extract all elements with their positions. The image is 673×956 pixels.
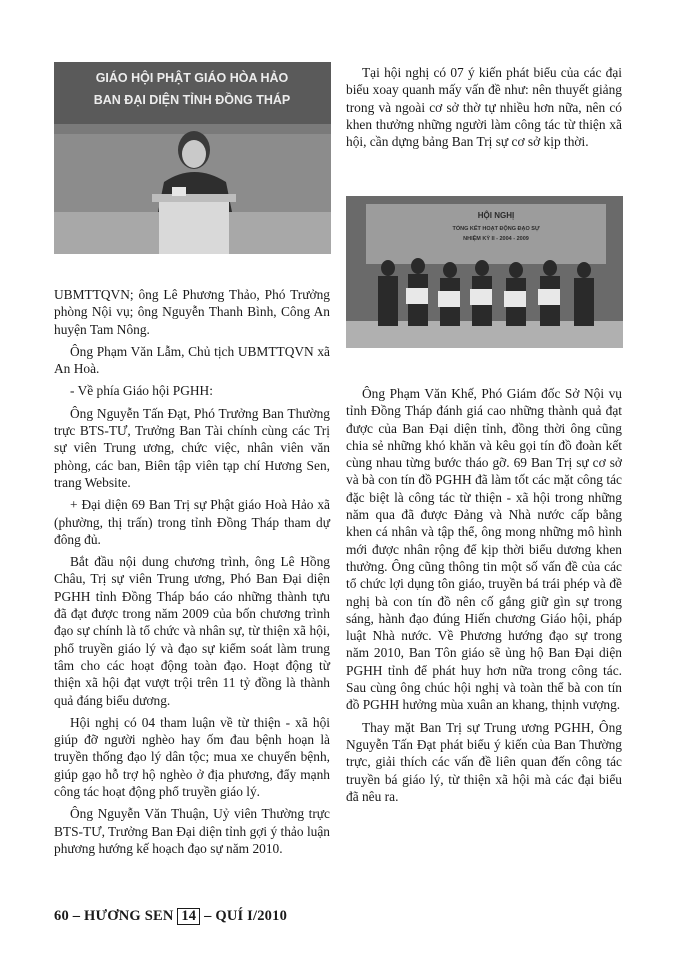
footer-dash: – [72, 908, 81, 924]
issue-period: QUÍ I/2010 [215, 908, 288, 924]
board-line-3: NHIỆM KỲ II - 2004 - 2009 [463, 236, 529, 242]
left-column-text [54, 286, 330, 862]
paragraph: Tại hội nghị có 07 ý kiến phát biểu của các đại biểu xoay quanh mấy vấn đề như: nên thuyết giảng trong và ngoài cơ sở thờ tự nhiều hơn nữa, nên có khen thưởng những người làm công tác từ thiện xã hội, cần dựng bảng Ban Trị sự cơ sở kịp thời. [346, 65, 622, 150]
paragraph: + Đại diện 69 Ban Trị sự Phật giáo Hoà Hảo xã (phường, thị trấn) trong tỉnh Đồng Tháp tham dự đông đủ. [54, 497, 330, 547]
paragraph: Ông Nguyễn Văn Thuận, Uỷ viên Thường trực BTS-TƯ, Trưởng Ban Đại diện tỉnh gợi ý thảo luận phương hướng kế hoạch đạo sự năm 2010. [54, 806, 330, 856]
photo-speaker-illustration [54, 62, 331, 254]
magazine-name: HƯƠNG SEN [84, 908, 174, 924]
issue-number: 14 [177, 908, 200, 925]
photo-award-group [346, 196, 623, 348]
banner-line-1: GIÁO HỘI PHẬT GIÁO HÒA HẢO [95, 71, 289, 85]
paragraph: Hội nghị có 04 tham luận về từ thiện - xã hội giúp đỡ người nghèo hay ốm đau bệnh hoạn là truyền thống đạo lý dân tộc; mua xe chuyển bệnh, giúp gạo hỗ trợ hộ nghèo ở địa phương, đẩy mạnh công tác hoạt động phổ truyền giáo lý. [54, 714, 330, 800]
page-number: 60 [54, 908, 69, 924]
paragraph: Ông Phạm Văn Lẫm, Chủ tịch UBMTTQVN xã An Hoà. [54, 343, 330, 377]
paragraph: Ông Phạm Văn Khế, Phó Giám đốc Sở Nội vụ tỉnh Đồng Tháp đánh giá cao những thành quả đạt được của Ban Đại diện tỉnh, đồng thời ông cũng chia sẻ những khó khăn và kêu gọi tín đồ đoàn kết cùng nhau từng bước tháo gỡ. 69 Ban Trị sự cơ sở và bà con tín đồ PGHH đã làm tốt các mặt công tác đặc biệt là công tác từ thiện - xã hội trong những năm qua đã được Đảng và Nhà nước cấp bằng khen cá nhân và tập thể, ông mong những mô hình mới được nhân rộng để kịp thời biểu dương khen thưởng. Ông cũng thông tin một số vấn đề của các tổ chức lợi dụng tôn giáo, truyền bá trái phép và đề nghị bà con tín đồ nên cố gắng giữ gìn sự trong sáng, hành đạo đúng Hiến chương Giáo hội, pháp luật Nhà nước. Về Phương hướng đạo sự trong năm 2010, Ban Tôn giáo sẽ ủng hộ Ban Đại diện PGHH tỉnh để phát huy hơn nữa trong công tác. Sau cùng ông chúc hội nghị và toàn thể bà con tín đồ PGHH hưởng mùa xuân an khang, thịnh vượng. [346, 386, 622, 713]
paragraph: Ông Nguyễn Tấn Đạt, Phó Trưởng Ban Thường trực BTS-TƯ, Trưởng Ban Tài chính cùng các Trị sự viên Trung ương, chức việc, nhân viên văn phòng, các ban, Biên tập viên tạp chí Hương Sen, trang Website. [54, 405, 330, 490]
paragraph: Thay mặt Ban Trị sự Trung ương PGHH, Ông Nguyễn Tấn Đạt phát biểu ý kiến của Ban Thường trực, giải thích các vấn đề liên quan đến công tác truyền bá giáo lý, từ thiện xã hội mà các đại biểu đã nêu ra. [346, 719, 622, 804]
photo-speaker-podium [54, 62, 331, 254]
right-column-top-text [346, 64, 622, 155]
footer-dash: – [204, 908, 212, 924]
paragraph: Bắt đầu nội dung chương trình, ông Lê Hồng Châu, Trị sự viên Trung ương, Phó Ban Đại diện PGHH tỉnh Đồng Tháp báo cáo những thành tựu đã đạt được trong năm 2009 của bốn chương trình đạo sự chính là tổ chức và nhân sự, từ thiện xã hội, phổ truyền giáo lý và đạo sự kiểm soát làm trung tâm cho các hoạt động toàn đạo. Hoạt động từ thiện xã hội đạt vượt trội trên 11 tỷ đồng là thành quả đáng biểu dương. [54, 554, 330, 708]
board-line-2: TỔNG KẾT HOẠT ĐỘNG ĐẠO SỰ [452, 226, 540, 232]
page-footer [54, 908, 287, 925]
banner-line-2: BAN ĐẠI DIỆN TỈNH ĐỒNG THÁP [93, 93, 291, 107]
paragraph: UBMTTQVN; ông Lê Phương Thảo, Phó Trưởng phòng Nội vụ; ông Nguyễn Thanh Bình, Công An huyện Tam Nông. [54, 287, 330, 337]
right-column-bottom-text [346, 385, 622, 810]
photo-award-illustration [346, 196, 623, 348]
board-line-1: HỘI NGHỊ [477, 211, 515, 220]
paragraph: - Về phía Giáo hội PGHH: [70, 383, 213, 399]
